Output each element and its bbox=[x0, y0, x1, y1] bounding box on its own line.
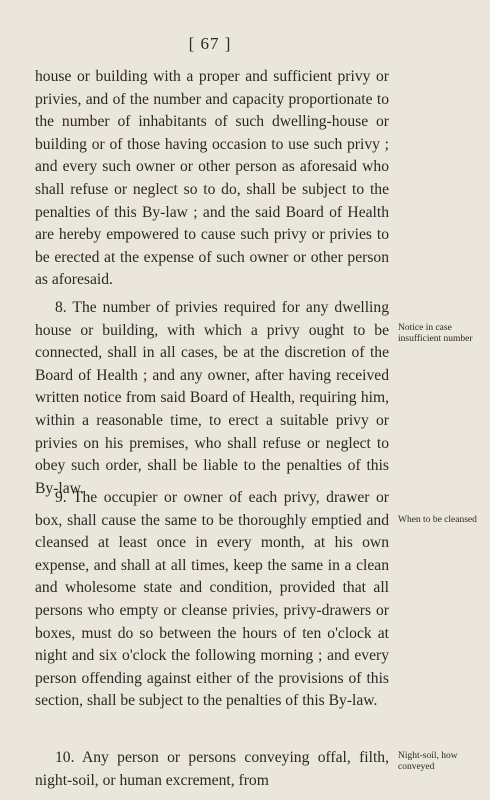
paragraph-continuation bbox=[35, 66, 389, 292]
paragraph-section-9 bbox=[35, 487, 389, 713]
margin-note-when-cleansed: When to be cleansed bbox=[398, 515, 477, 525]
margin-note-night-soil: Night-soil, how conveyed bbox=[398, 751, 458, 772]
margin-note-notice: Notice in case insufficient number bbox=[398, 323, 473, 344]
page-number: [ 67 ] bbox=[188, 34, 232, 53]
paragraph-text: 8. The number of privies required for any dwelling house or building, with which a privy ought to be connected, shall in all cases, be at the discretion of the Board of Health ; and any owner, after having received written notice from said Board of Health, requiring him, within a reasonable time, to erect a suitable privy or privies on his premises, who shall refuse or neglect to obey such order, shall be liable to the penalties of this By-law. bbox=[35, 299, 389, 497]
paragraph-section-8 bbox=[35, 297, 389, 500]
paragraph-text: 9. The occupier or owner of each privy, drawer or box, shall cause the same to be thoroughly emptied and cleansed at least once in every month, at his own expense, and shall at all times, keep the same in a clean and wholesome state and condition, provided that all persons who empty or cleanse privies, privy-drawers or boxes, must do so between the hours of ten o'clock at night and six o'clock the following morning ; and every person offending against either of the provisions of this section, shall be subject to the penalties of this By-law. bbox=[35, 489, 389, 710]
paragraph-section-10 bbox=[35, 747, 389, 792]
paragraph-text: 10. Any person or persons conveying offal, filth, night-soil, or human excrement, from bbox=[35, 749, 389, 789]
paragraph-text: house or building with a proper and sufficient privy or privies, and of the number and capacity proportionate to the number of inhabitants of such dwelling-house or building or of those having occasion to use such privy ; and every such owner or other person as aforesaid who shall refuse or neglect so to do, shall be subject to the penalties of this By-law ; and the said Board of Health are hereby empowered to cause such privy or privies to be erected at the expense of such owner or other person as aforesaid. bbox=[35, 68, 389, 289]
